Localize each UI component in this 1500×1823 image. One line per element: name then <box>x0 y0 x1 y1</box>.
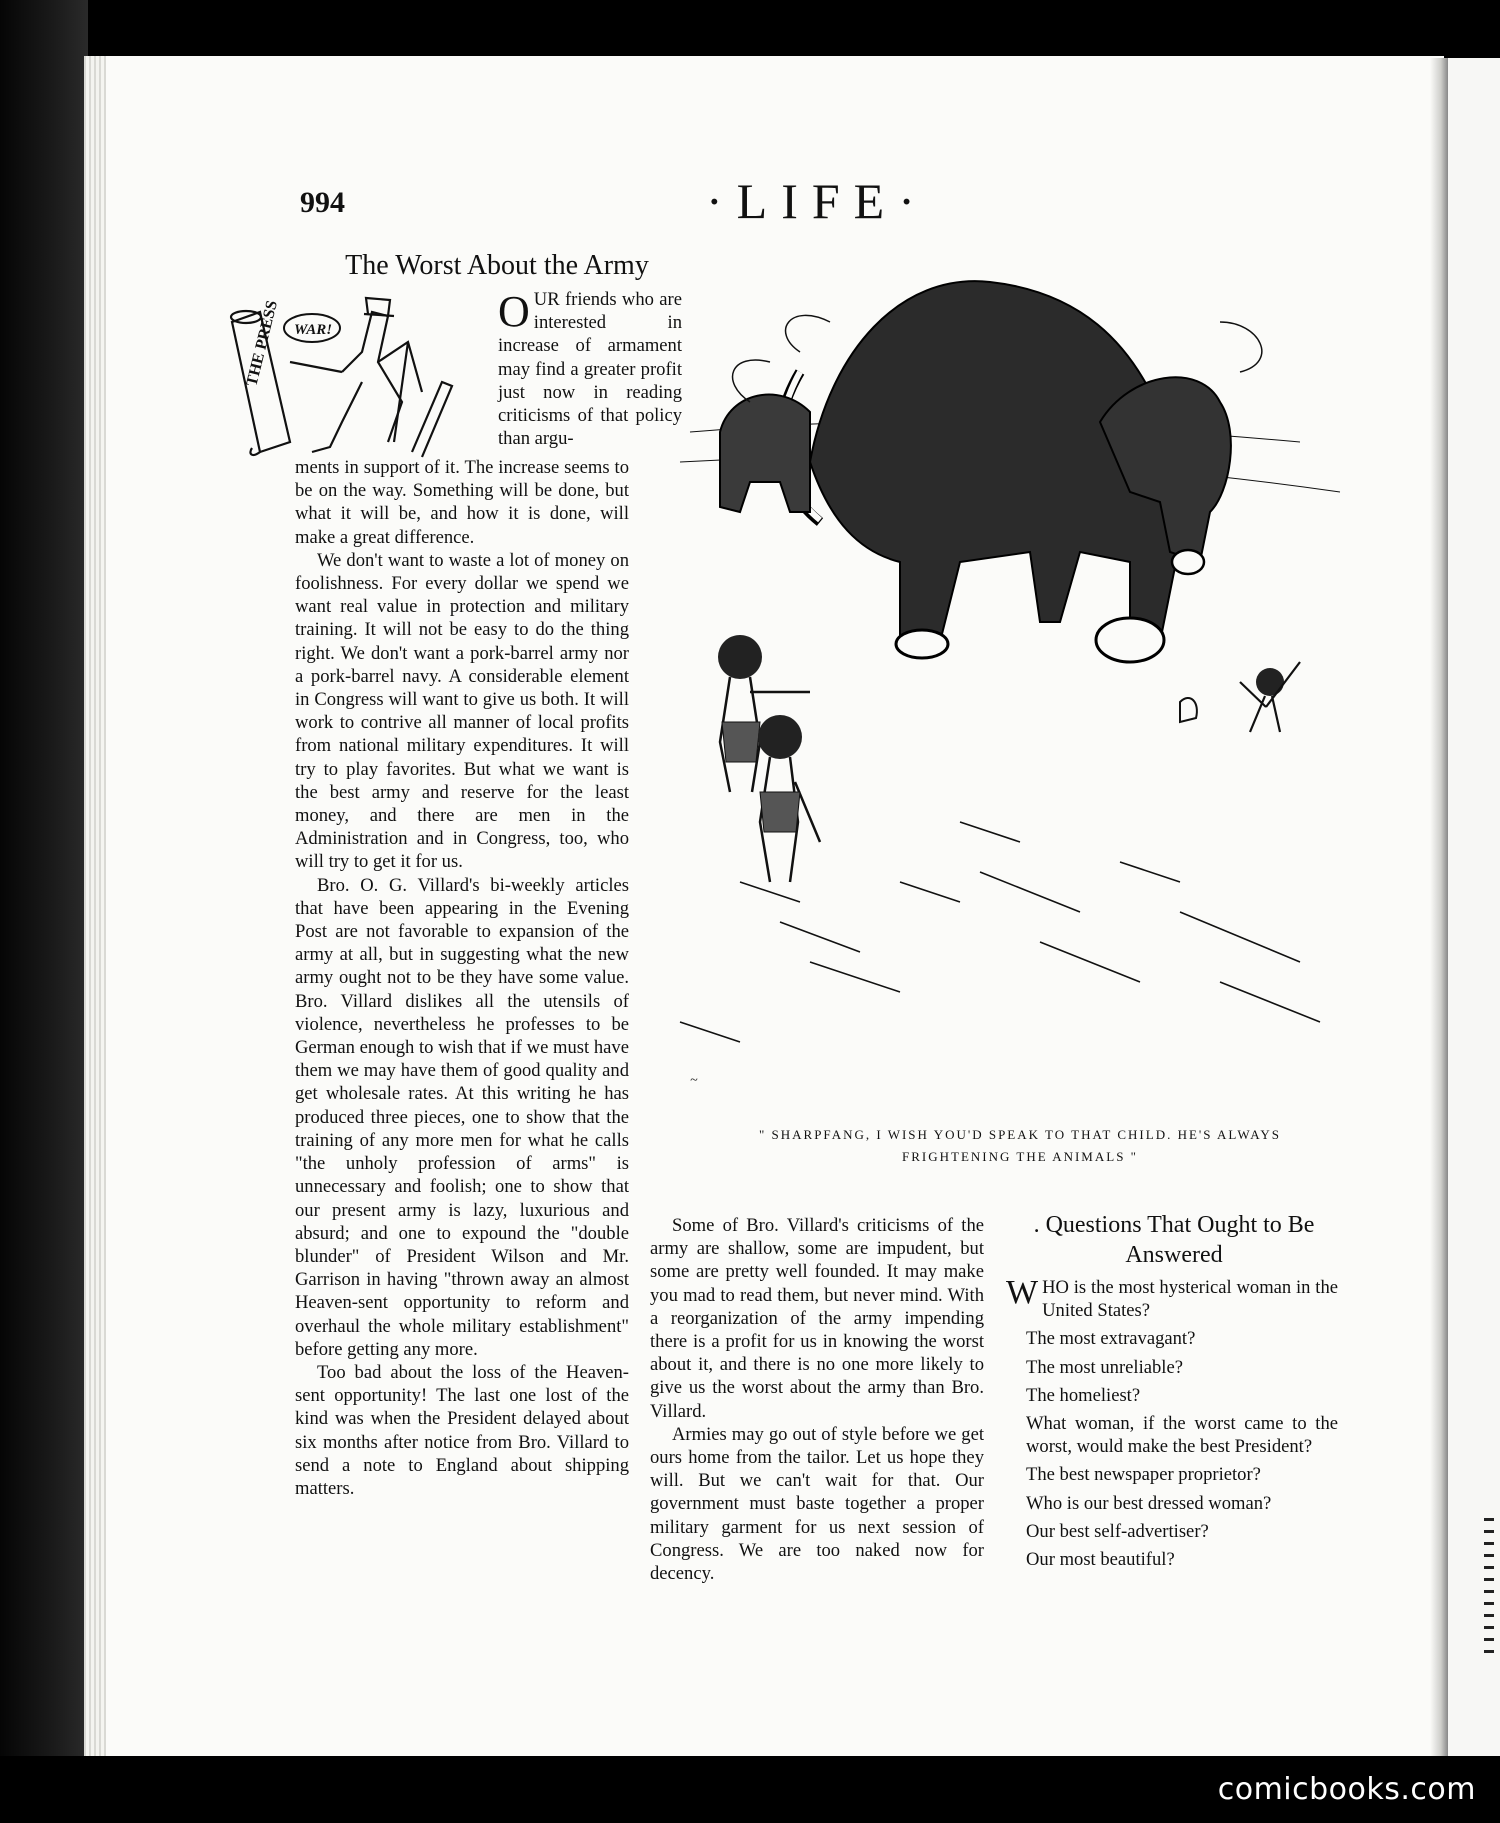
paragraph: Too bad about the loss of the Heaven-sent opportunity! The last one lost of the kind was when the President delayed about six months after notice from Bro. Villard to send a note to England about shipping matters. <box>295 1361 629 1499</box>
question-line: The homeliest? <box>1026 1384 1141 1406</box>
question-line: What woman, if the worst came to the worst, would make the best President? <box>1026 1413 1338 1458</box>
war-bubble-text: WAR! <box>294 322 333 338</box>
question-line: The best newspaper proprietor? <box>1026 1464 1261 1486</box>
question-line: The most unreliable? <box>1026 1356 1183 1378</box>
caption-line-2: FRIGHTENING THE ANIMALS " <box>902 1149 1138 1164</box>
paragraph: Some of Bro. Villard's criticisms of the army are shallow, some are impudent, but some are pretty well founded. It may make you mad to read them, but never mind. With a reorganization of the army impending there is a profit for us in knowing the worst about it, and there is no one more likely to give us the worst about the army than Bro. Villard. <box>650 1215 984 1422</box>
drop-cap: W <box>1006 1274 1039 1311</box>
masthead: ·LIFE· <box>706 173 929 229</box>
article-column-2 <box>650 1214 984 1585</box>
scroll-label: THE PRESS <box>243 298 282 388</box>
question-line: Our most beautiful? <box>1026 1549 1175 1571</box>
artist-signature: ~ <box>690 1073 698 1088</box>
paragraph: We don't want to waste a lot of money on foolishness. For every dollar we spend we want real value in protection and military training. It will not be easy to do the thing right. We don't want a pork-barrel army nor a pork-barrel navy. A considerable element in Congress will want to give us both. It will work to contrive all manner of local profits from national military expenditures. It will try to play favorites. But what we want is the best army and reserve for the least money, and there are men in the Administration and in Congress, too, who will try to get it for us. <box>295 549 629 873</box>
questions-headline: . Questions That Ought to Be Answered <box>1033 1212 1315 1268</box>
intro-text: UR friends who are interested in increase of armament may find a greater profit just now in reading criticisms of that policy than argu- <box>498 289 682 450</box>
paragraph: Bro. O. G. Villard's bi-weekly articles that have been appearing in the Evening Post are not favorable to expansion of the army at all, but in suggesting what the new army ought not to be they have some value. Bro. Villard dislikes all the utensils of violence, nevertheless he professes to be German enough to wish that if we must have them we may have them of good quality and get wholesale rates. At this writing he has produced three pieces, one to show that the training of any more men for what he calls "the unholy profession of arms" is unnecessary and foolish; one to show that our present army is lazy, luxurious and absurd; and one to expound the "double blunder" of President Wilson and Mr. Garrison in having "thrown away an almost Heaven-sent opportunity to reform and overhaul the whole military establishment" before getting any more. <box>295 874 629 1360</box>
question-line: The most extravagant? <box>1026 1328 1196 1350</box>
question-line: Who is our best dressed woman? <box>1026 1492 1272 1514</box>
page-stack-edge <box>84 56 106 1756</box>
uncle-sam-cartoon <box>212 292 488 462</box>
small-animal <box>1180 698 1197 722</box>
book-edge <box>0 0 88 1823</box>
watermark: comicbooks.com <box>1217 1772 1476 1807</box>
paragraph: ments in support of it. The increase seems to be on the way. Something will be done, but what it will be, and how it is done, will make a great difference. <box>295 457 629 548</box>
page-number: 994 <box>300 186 345 219</box>
article-intro <box>498 288 682 450</box>
cave-man-figure <box>758 715 820 882</box>
next-page-edge <box>1448 58 1500 1756</box>
cave-child-figure <box>1240 662 1300 732</box>
paragraph: Armies may go out of style before we get ours home from the tailor. Let us hope they will. But we can't wait for that. Our government must baste together a proper military garment for us next session of Congress. We are too naked now for decency. <box>650 1423 984 1585</box>
cave-woman-figure <box>718 635 810 792</box>
questions-column <box>1006 1276 1338 1576</box>
caption-line-1: " SHARPFANG, I WISH YOU'D SPEAK TO THAT CHILD. HE'S ALWAYS <box>758 1127 1282 1142</box>
cartoon-caption <box>700 1124 1340 1168</box>
book-gutter <box>1430 58 1448 1756</box>
drop-cap: O <box>498 287 530 336</box>
article-column-1 <box>295 456 629 1500</box>
war-speech-bubble <box>284 314 340 342</box>
question-line: Our best self-advertiser? <box>1026 1520 1209 1542</box>
article-headline: The Worst About the Army <box>345 250 649 281</box>
small-mammoth-left <box>720 395 810 512</box>
question-line: WHO is the most hysterical woman in the United States? <box>1006 1274 1338 1322</box>
mammoth-cartoon-illustration <box>660 262 1360 1102</box>
